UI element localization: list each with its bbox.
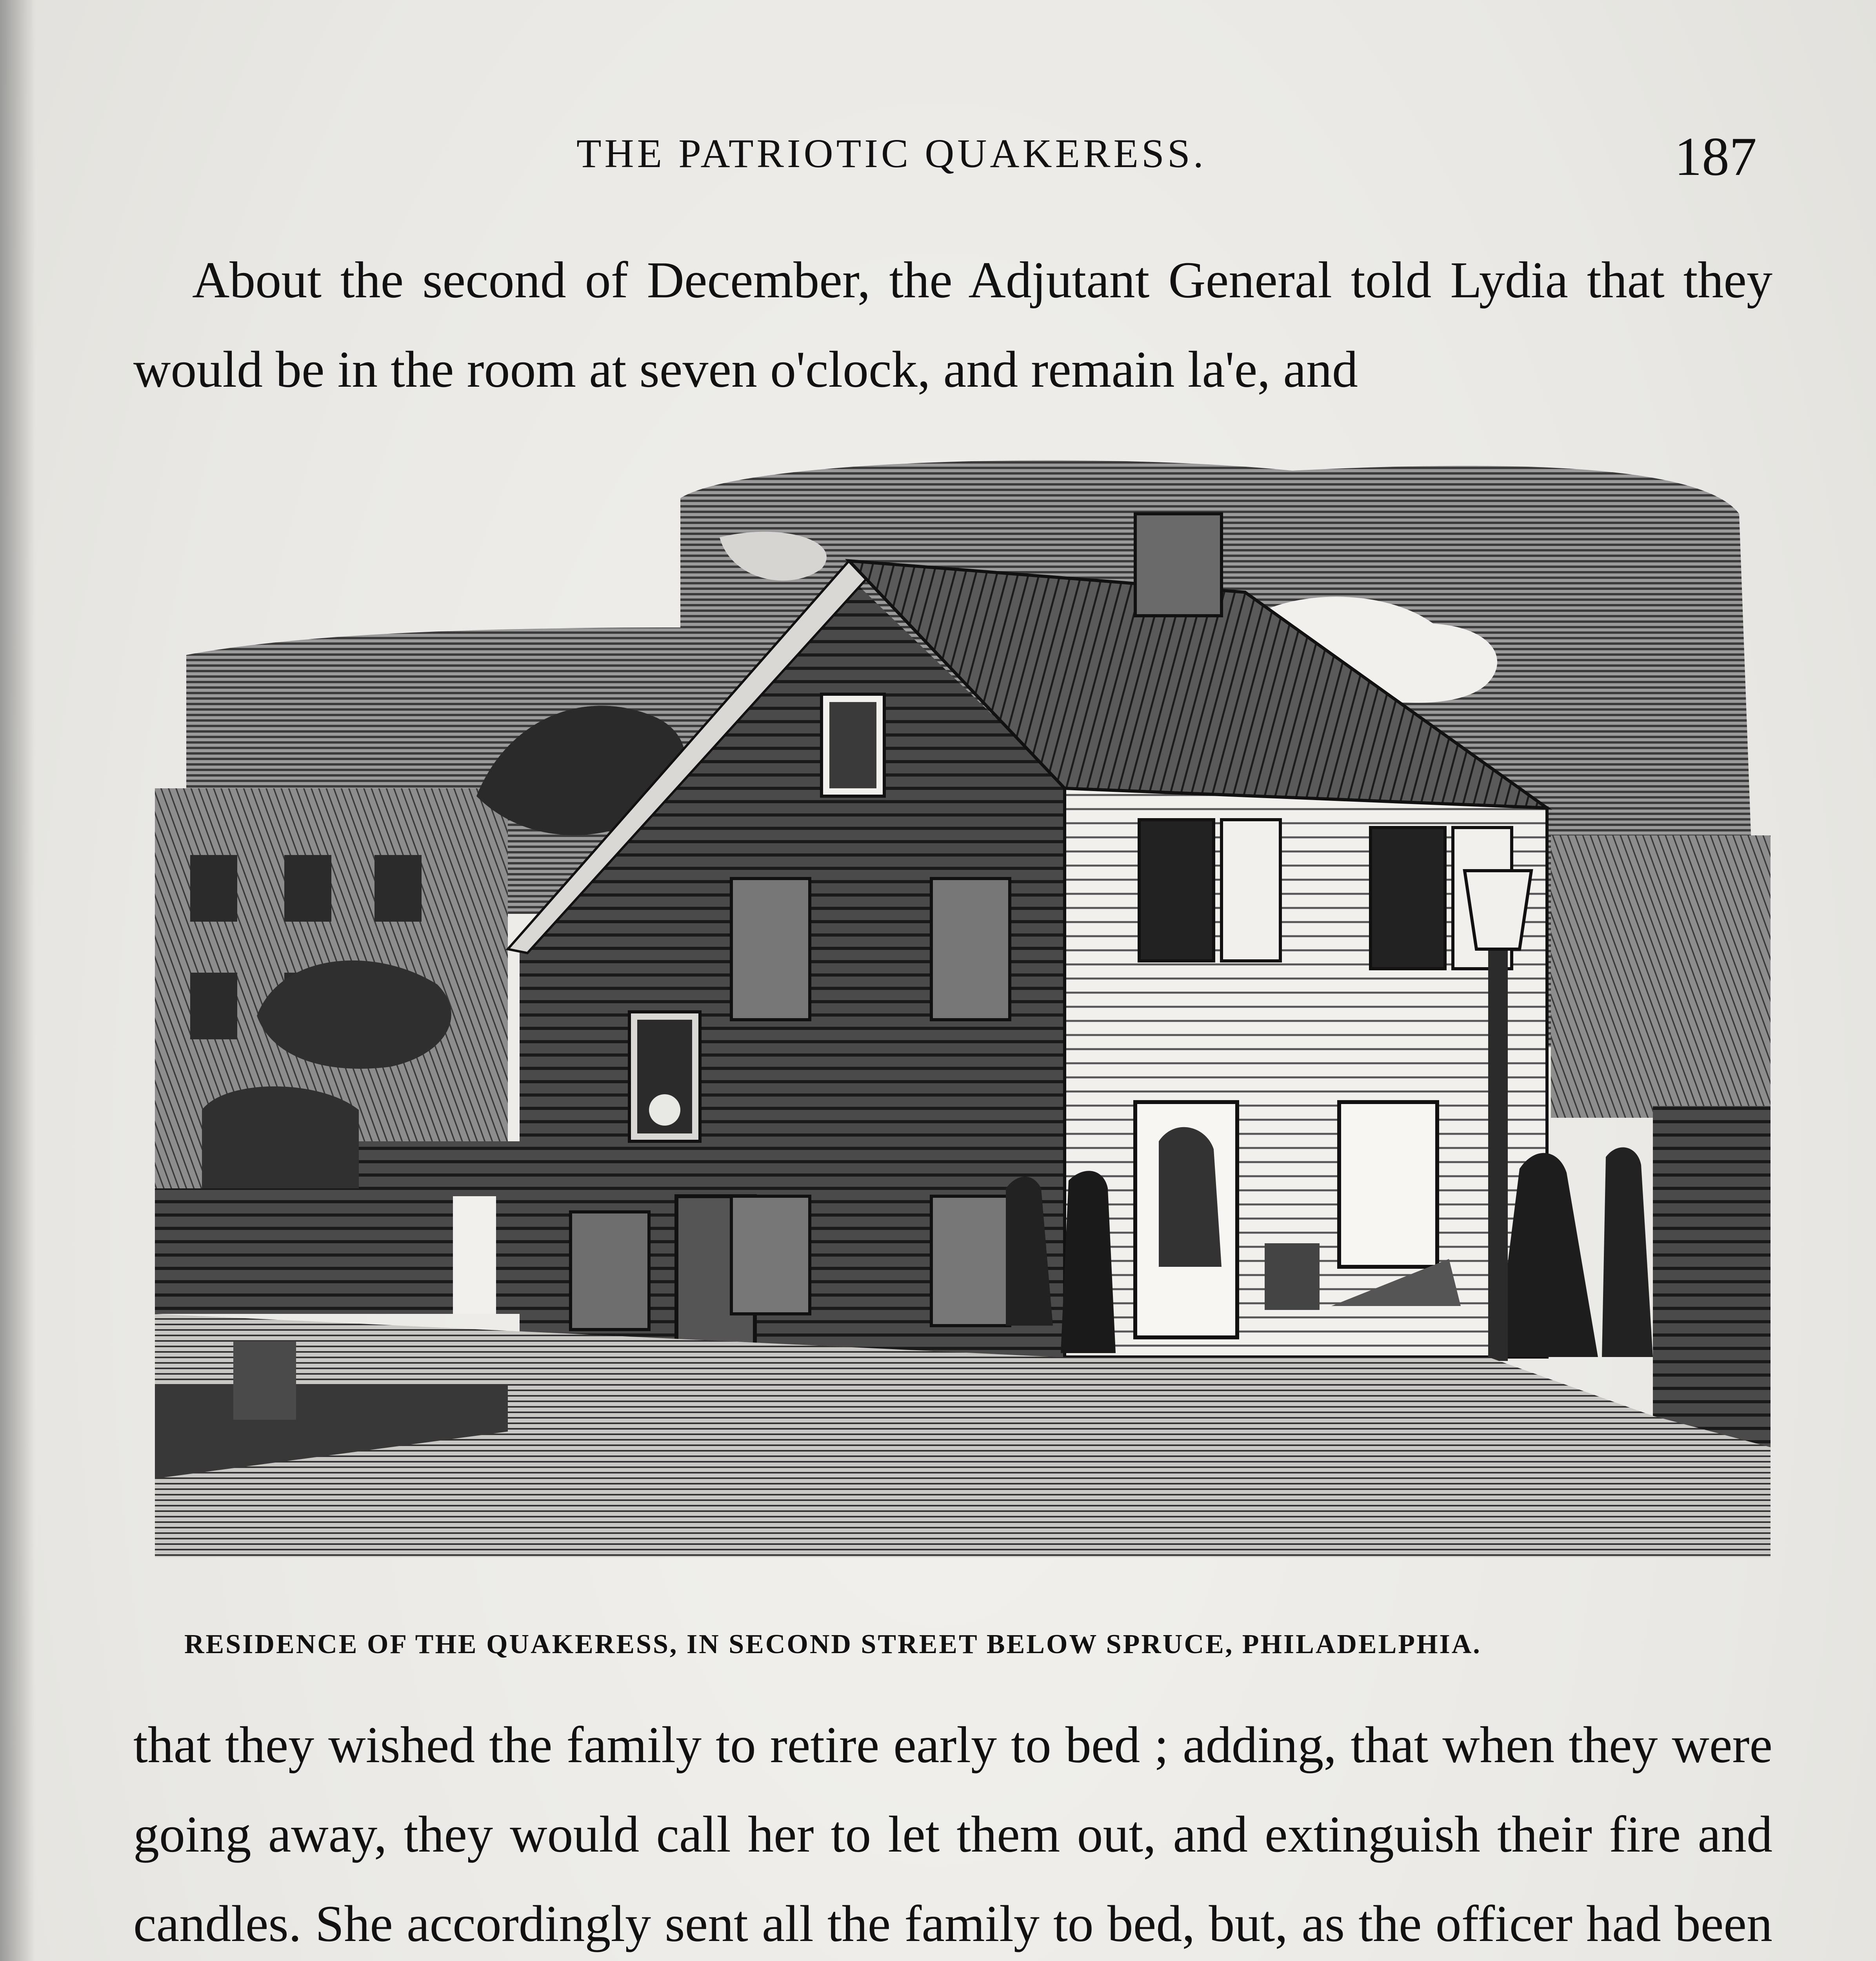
text-block-top (133, 235, 1772, 414)
figure-caption: RESIDENCE OF THE QUAKERESS, IN SECOND STREET BELOW SPRUCE, PHILADELPHIA. (184, 1629, 1482, 1659)
page-gutter-shadow (0, 0, 35, 1961)
page-number: 187 (1674, 126, 1757, 187)
paragraph-opening: About the second of December, the Adjutant General told Lydia that they would be in the room at seven o'clock, and remain la'e, and (133, 251, 1772, 398)
engraving-house-scene (155, 443, 1771, 1557)
text-block-bottom (133, 1700, 1772, 1961)
engraving-illustration (155, 443, 1771, 1557)
paragraph-continued: that they wished the family to retire early to bed ; adding, that when they were going away, they would call her to let them out, and extinguish their fire and candles. She accordingly sent all the family to bed, but, as the officer had been (133, 1716, 1772, 1952)
running-title: THE PATRIOTIC QUAKERESS. (576, 131, 1207, 176)
